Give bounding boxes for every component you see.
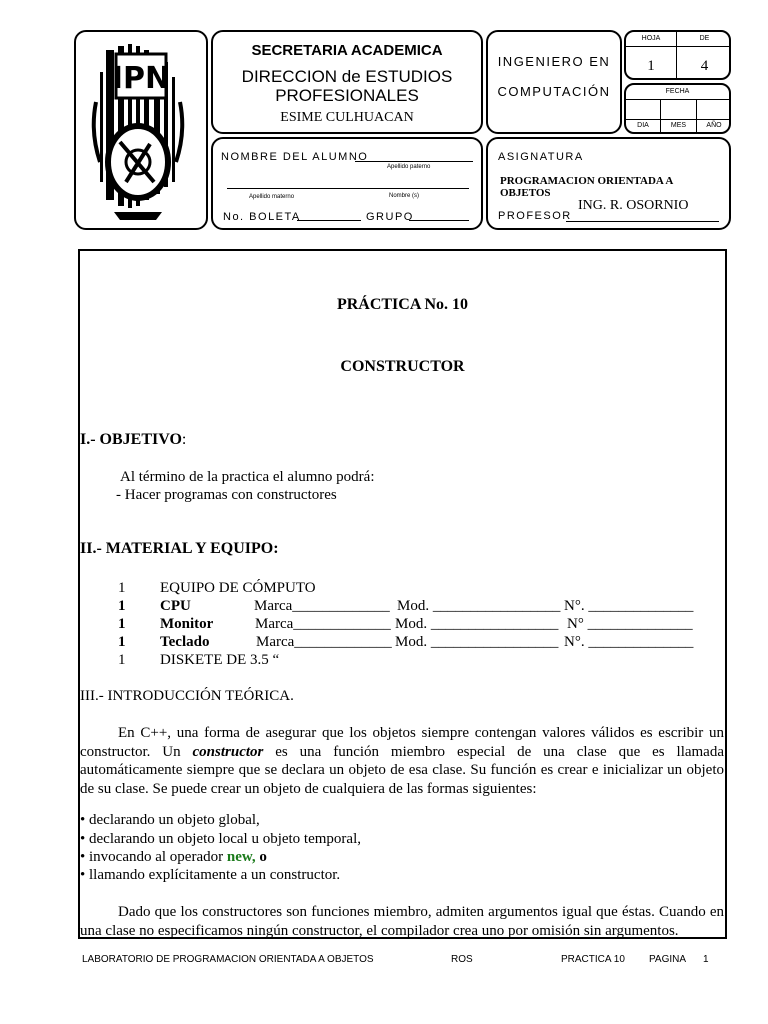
practica-title: PRÁCTICA No. 10 <box>336 296 469 313</box>
equipment-mod-field[interactable]: Mod. _________________ <box>395 616 559 632</box>
asignatura-value-1: PROGRAMACION ORIENTADA A <box>500 175 674 187</box>
equipment-marca-field[interactable]: Marca_____________ <box>256 634 392 650</box>
bullet-item-local: • declarando un objeto local u objeto temporal, <box>80 831 361 847</box>
footer-lab: LABORATORIO DE PROGRAMACION ORIENTADA A OBJETOS <box>82 954 374 965</box>
objetivo-heading <box>80 431 186 449</box>
apellido-materno-label: Apellido materno <box>249 194 295 200</box>
profesor-label: PROFESOR <box>498 210 572 222</box>
intro-paragraph-2: Dado que los constructores son funciones miembro, admiten argumentos igual que éstas. Cuando en una clase no especificamos ningún constructor, el compilador crea uno por omisión sin argumentos. <box>80 904 724 939</box>
nombre-alumno-label: NOMBRE DEL ALUMNO <box>221 151 369 163</box>
de-label: DE <box>699 35 710 42</box>
profesor-line <box>566 212 719 222</box>
equipment-mod-field[interactable]: Mod. _________________ <box>397 598 561 614</box>
footer-pagina-value: 1 <box>703 954 709 965</box>
fecha-footer-line <box>626 119 731 120</box>
objetivo-intro: Al término de la practica el alumno podrá: <box>120 469 375 485</box>
dia-label: DIA <box>637 122 649 129</box>
intro-heading: III.- INTRODUCCIÓN TEÓRICA. <box>80 688 294 704</box>
objetivo-heading-colon: : <box>181 431 187 448</box>
equipment-marca-field[interactable]: Marca_____________ <box>255 616 391 632</box>
bullet-item-new <box>80 848 267 867</box>
equipment-marca-field[interactable]: Marca_____________ <box>254 598 390 614</box>
equipment-qty: 1 <box>118 634 126 650</box>
boleta-line[interactable] <box>297 211 361 221</box>
material-heading: II.- MATERIAL Y EQUIPO: <box>80 540 279 557</box>
mes-label: MES <box>670 122 687 129</box>
fecha-header-line <box>626 99 731 100</box>
hoja-box <box>624 30 731 80</box>
logo-box <box>74 30 208 230</box>
equipment-no-field[interactable]: N°. ______________ <box>564 598 694 614</box>
equipment-mod-field[interactable]: Mod. _________________ <box>395 634 559 650</box>
equipment-qty: 1 <box>118 616 126 632</box>
hoja-header-line <box>626 46 731 47</box>
escuela-name: ESIME CULHUACAN <box>280 110 414 125</box>
asignatura-label: ASIGNATURA <box>498 151 584 163</box>
direccion-title: DIRECCION de ESTUDIOS <box>241 67 453 86</box>
bullet-item-explicit: • llamando explícitamente a un constructor. <box>80 867 341 883</box>
equipment-no-field[interactable]: N° ______________ <box>567 616 693 632</box>
alumno-box <box>211 137 483 230</box>
profesionales-title: PROFESIONALES <box>275 86 419 105</box>
ipn-logo-icon <box>76 32 206 228</box>
nombre-completo-line[interactable] <box>227 179 469 189</box>
hoja-divider <box>676 32 677 80</box>
fecha-label: FECHA <box>665 88 690 95</box>
equipment-name: EQUIPO DE CÓMPUTO <box>160 580 316 596</box>
equipment-qty: 1 <box>118 652 126 668</box>
carrera-line-1: INGENIERO EN <box>497 54 611 69</box>
apellido-paterno-label: Apellido paterno <box>387 164 431 170</box>
equipment-name: DISKETE DE 3.5 “ <box>160 652 280 668</box>
secretaria-title: SECRETARIA ACADEMICA <box>251 42 443 59</box>
de-value: 4 <box>700 58 709 74</box>
fecha-box <box>624 83 731 134</box>
grupo-label: GRUPO <box>366 211 414 223</box>
objetivo-item: - Hacer programas con constructores <box>116 487 337 503</box>
bullet-item-global: • declarando un objeto global, <box>80 812 260 828</box>
grupo-line[interactable] <box>409 211 469 221</box>
objetivo-heading-text: I.- OBJETIVO <box>80 431 182 448</box>
equipment-name: CPU <box>160 598 191 614</box>
asignatura-box <box>486 137 731 230</box>
carrera-line-2: COMPUTACIÓN <box>497 84 611 99</box>
anio-label: AÑO <box>706 122 722 129</box>
apellido-paterno-line[interactable] <box>355 152 473 162</box>
footer-practica: PRACTICA 10 <box>561 954 625 965</box>
hoja-label: HOJA <box>641 35 661 42</box>
para1-text-a: En C++, una forma de asegurar que los objetos siempre contengan valores válidos es escribir un constructor. Un <box>80 725 724 760</box>
equipment-qty: 1 <box>118 580 126 596</box>
equipment-no-field[interactable]: N°. ______________ <box>564 634 694 650</box>
logo-text: IPN <box>111 61 171 96</box>
footer-pagina-label: PAGINA <box>649 954 687 965</box>
equipment-name: Teclado <box>160 634 210 650</box>
new-keyword: new, <box>226 849 256 865</box>
equipment-name: Monitor <box>160 616 214 632</box>
para1-constructor-keyword: constructor <box>192 743 264 760</box>
intro-paragraph-1 <box>80 724 724 798</box>
bullet-new-o: o <box>255 849 267 865</box>
career-box <box>486 30 622 134</box>
practica-subtitle: CONSTRUCTOR <box>340 358 465 375</box>
boleta-label: No. BOLETA <box>223 211 301 223</box>
hoja-value: 1 <box>647 58 655 74</box>
para1-text-b: es una función miembro especial de una clase que es llamada automáticamente siempre que se declara un objeto de esa clase. Su función es crear e inicializar un objeto de su clase. Se puede crear un objeto de cualquiera de las formas siguientes: <box>80 743 724 797</box>
title-box <box>211 30 483 134</box>
document-frame <box>78 249 727 939</box>
bullet-new-text: • invocando al operador <box>80 849 227 865</box>
footer-initials: ROS <box>451 954 473 965</box>
profesor-value: ING. R. OSORNIO <box>578 198 689 213</box>
equipment-qty: 1 <box>118 598 126 614</box>
nombres-label: Nombre (s) <box>389 193 420 199</box>
asignatura-value-2: OBJETOS <box>500 187 551 199</box>
